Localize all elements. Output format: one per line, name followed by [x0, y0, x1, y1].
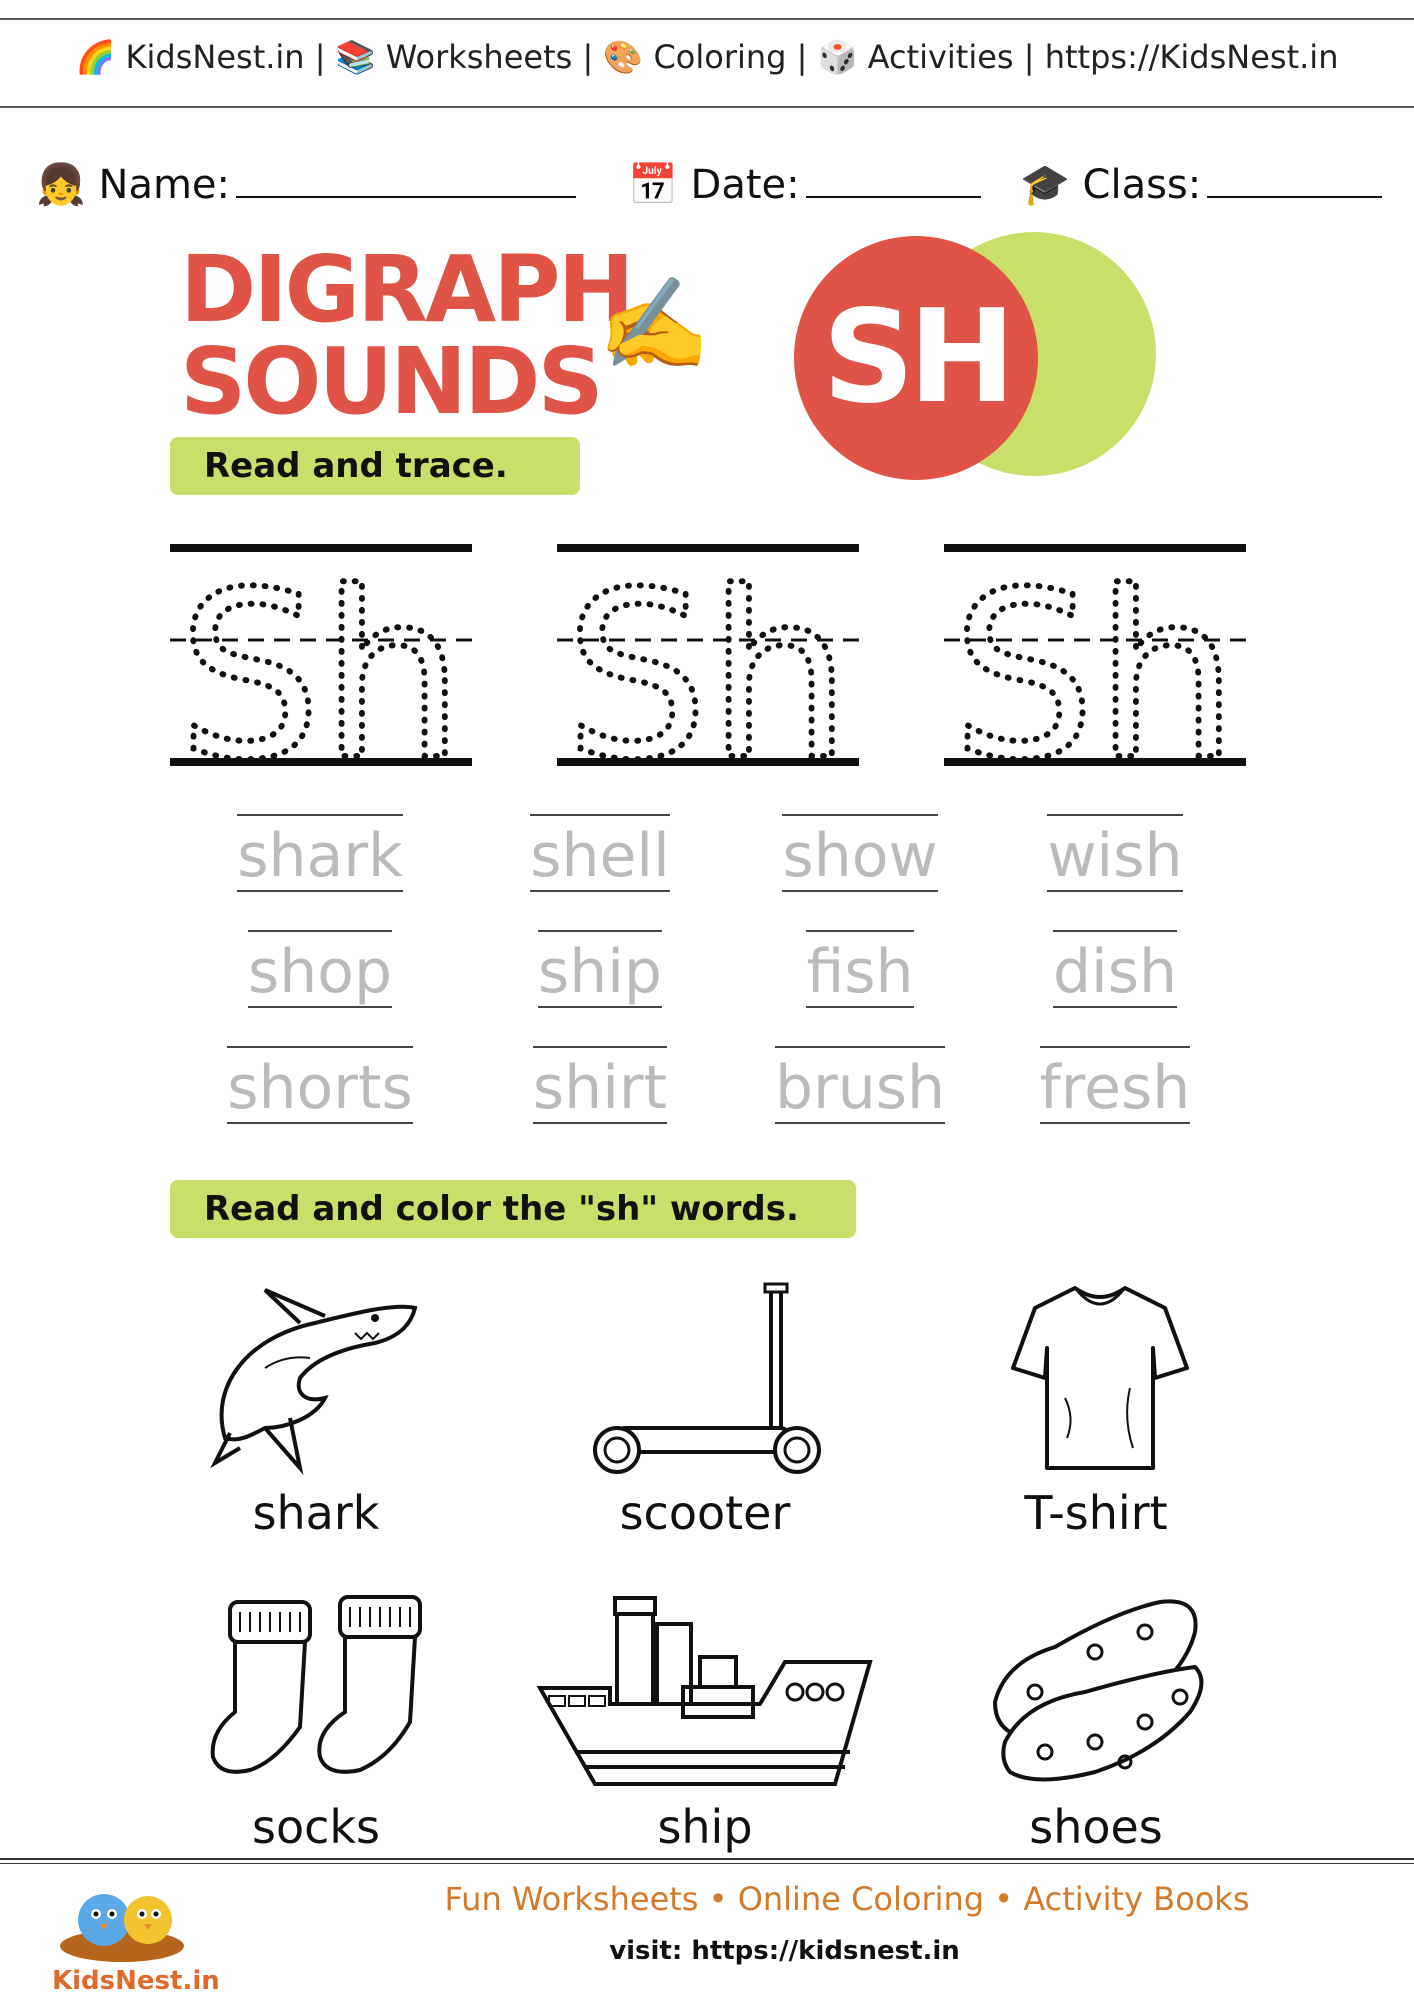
instruction-text: Read and trace.	[204, 446, 508, 486]
trace-word[interactable]: fish	[780, 930, 940, 1008]
trace-word[interactable]: shell	[515, 814, 685, 892]
footer-visit-link[interactable]: visit: https://kidsnest.in	[609, 1936, 960, 1966]
trace-word[interactable]: shop	[225, 930, 415, 1008]
top-rule	[0, 18, 1414, 20]
class-label: 🎓 Class:	[1020, 162, 1202, 208]
socks-icon[interactable]	[205, 1592, 435, 1782]
trace-word[interactable]: fresh	[1010, 1046, 1220, 1124]
trace-word[interactable]: shorts	[195, 1046, 445, 1124]
trace-word[interactable]: brush	[755, 1046, 965, 1124]
trace-word[interactable]: ship	[520, 930, 680, 1008]
footer-tagline: Fun Worksheets • Online Coloring • Activity Books	[444, 1880, 1250, 1918]
trace-word[interactable]: show	[765, 814, 955, 892]
writing-hand-icon: ✍️	[598, 272, 711, 377]
shoes-icon[interactable]	[985, 1592, 1215, 1792]
class-line[interactable]	[1207, 160, 1382, 198]
scooter-icon[interactable]	[585, 1278, 825, 1478]
picture-label: shoes	[1029, 1800, 1163, 1854]
picture-label: shark	[252, 1486, 380, 1540]
name-label: 👧 Name:	[36, 162, 231, 208]
header-bottom-rule	[0, 106, 1414, 108]
ship-icon[interactable]	[535, 1592, 875, 1792]
trace-box-1	[170, 544, 472, 780]
name-field[interactable]	[36, 160, 576, 208]
date-label: 📅 Date:	[628, 162, 800, 208]
title-line-2: SOUNDS	[180, 328, 601, 435]
trace-box-3	[944, 544, 1246, 780]
sh-badge-text: SH	[822, 283, 1010, 432]
footer-rule-1	[0, 1858, 1414, 1860]
footer-rule-2	[0, 1863, 1414, 1864]
picture-label: ship	[657, 1800, 753, 1854]
title-line-1: DIGRAPH	[180, 236, 632, 343]
trace-word[interactable]: shirt	[510, 1046, 690, 1124]
picture-label: scooter	[619, 1486, 791, 1540]
tshirt-icon[interactable]	[1005, 1278, 1195, 1478]
instruction-read-trace	[170, 437, 580, 495]
shark-icon[interactable]	[205, 1278, 425, 1478]
trace-word[interactable]: wish	[1030, 814, 1200, 892]
site-nav-header: 🌈 KidsNest.in | 📚 Worksheets | 🎨 Coloring | 🎲 Activities | https://KidsNest.in	[75, 38, 1339, 76]
name-line[interactable]	[236, 160, 576, 198]
trace-letters-row: Sh	[0, 530, 1414, 780]
instruction-read-color	[170, 1180, 856, 1238]
sh-badge	[794, 236, 1038, 480]
trace-word[interactable]: dish	[1035, 930, 1195, 1008]
trace-box-2	[557, 544, 859, 780]
class-field[interactable]	[1020, 160, 1382, 208]
date-line[interactable]	[806, 160, 981, 198]
picture-label: T-shirt	[1024, 1486, 1168, 1540]
date-field[interactable]	[628, 160, 981, 208]
instruction-text: Read and color the "sh" words.	[204, 1189, 799, 1229]
trace-word[interactable]: shark	[215, 814, 425, 892]
picture-label: socks	[251, 1800, 380, 1854]
logo-text: KidsNest.in	[52, 1966, 220, 1996]
